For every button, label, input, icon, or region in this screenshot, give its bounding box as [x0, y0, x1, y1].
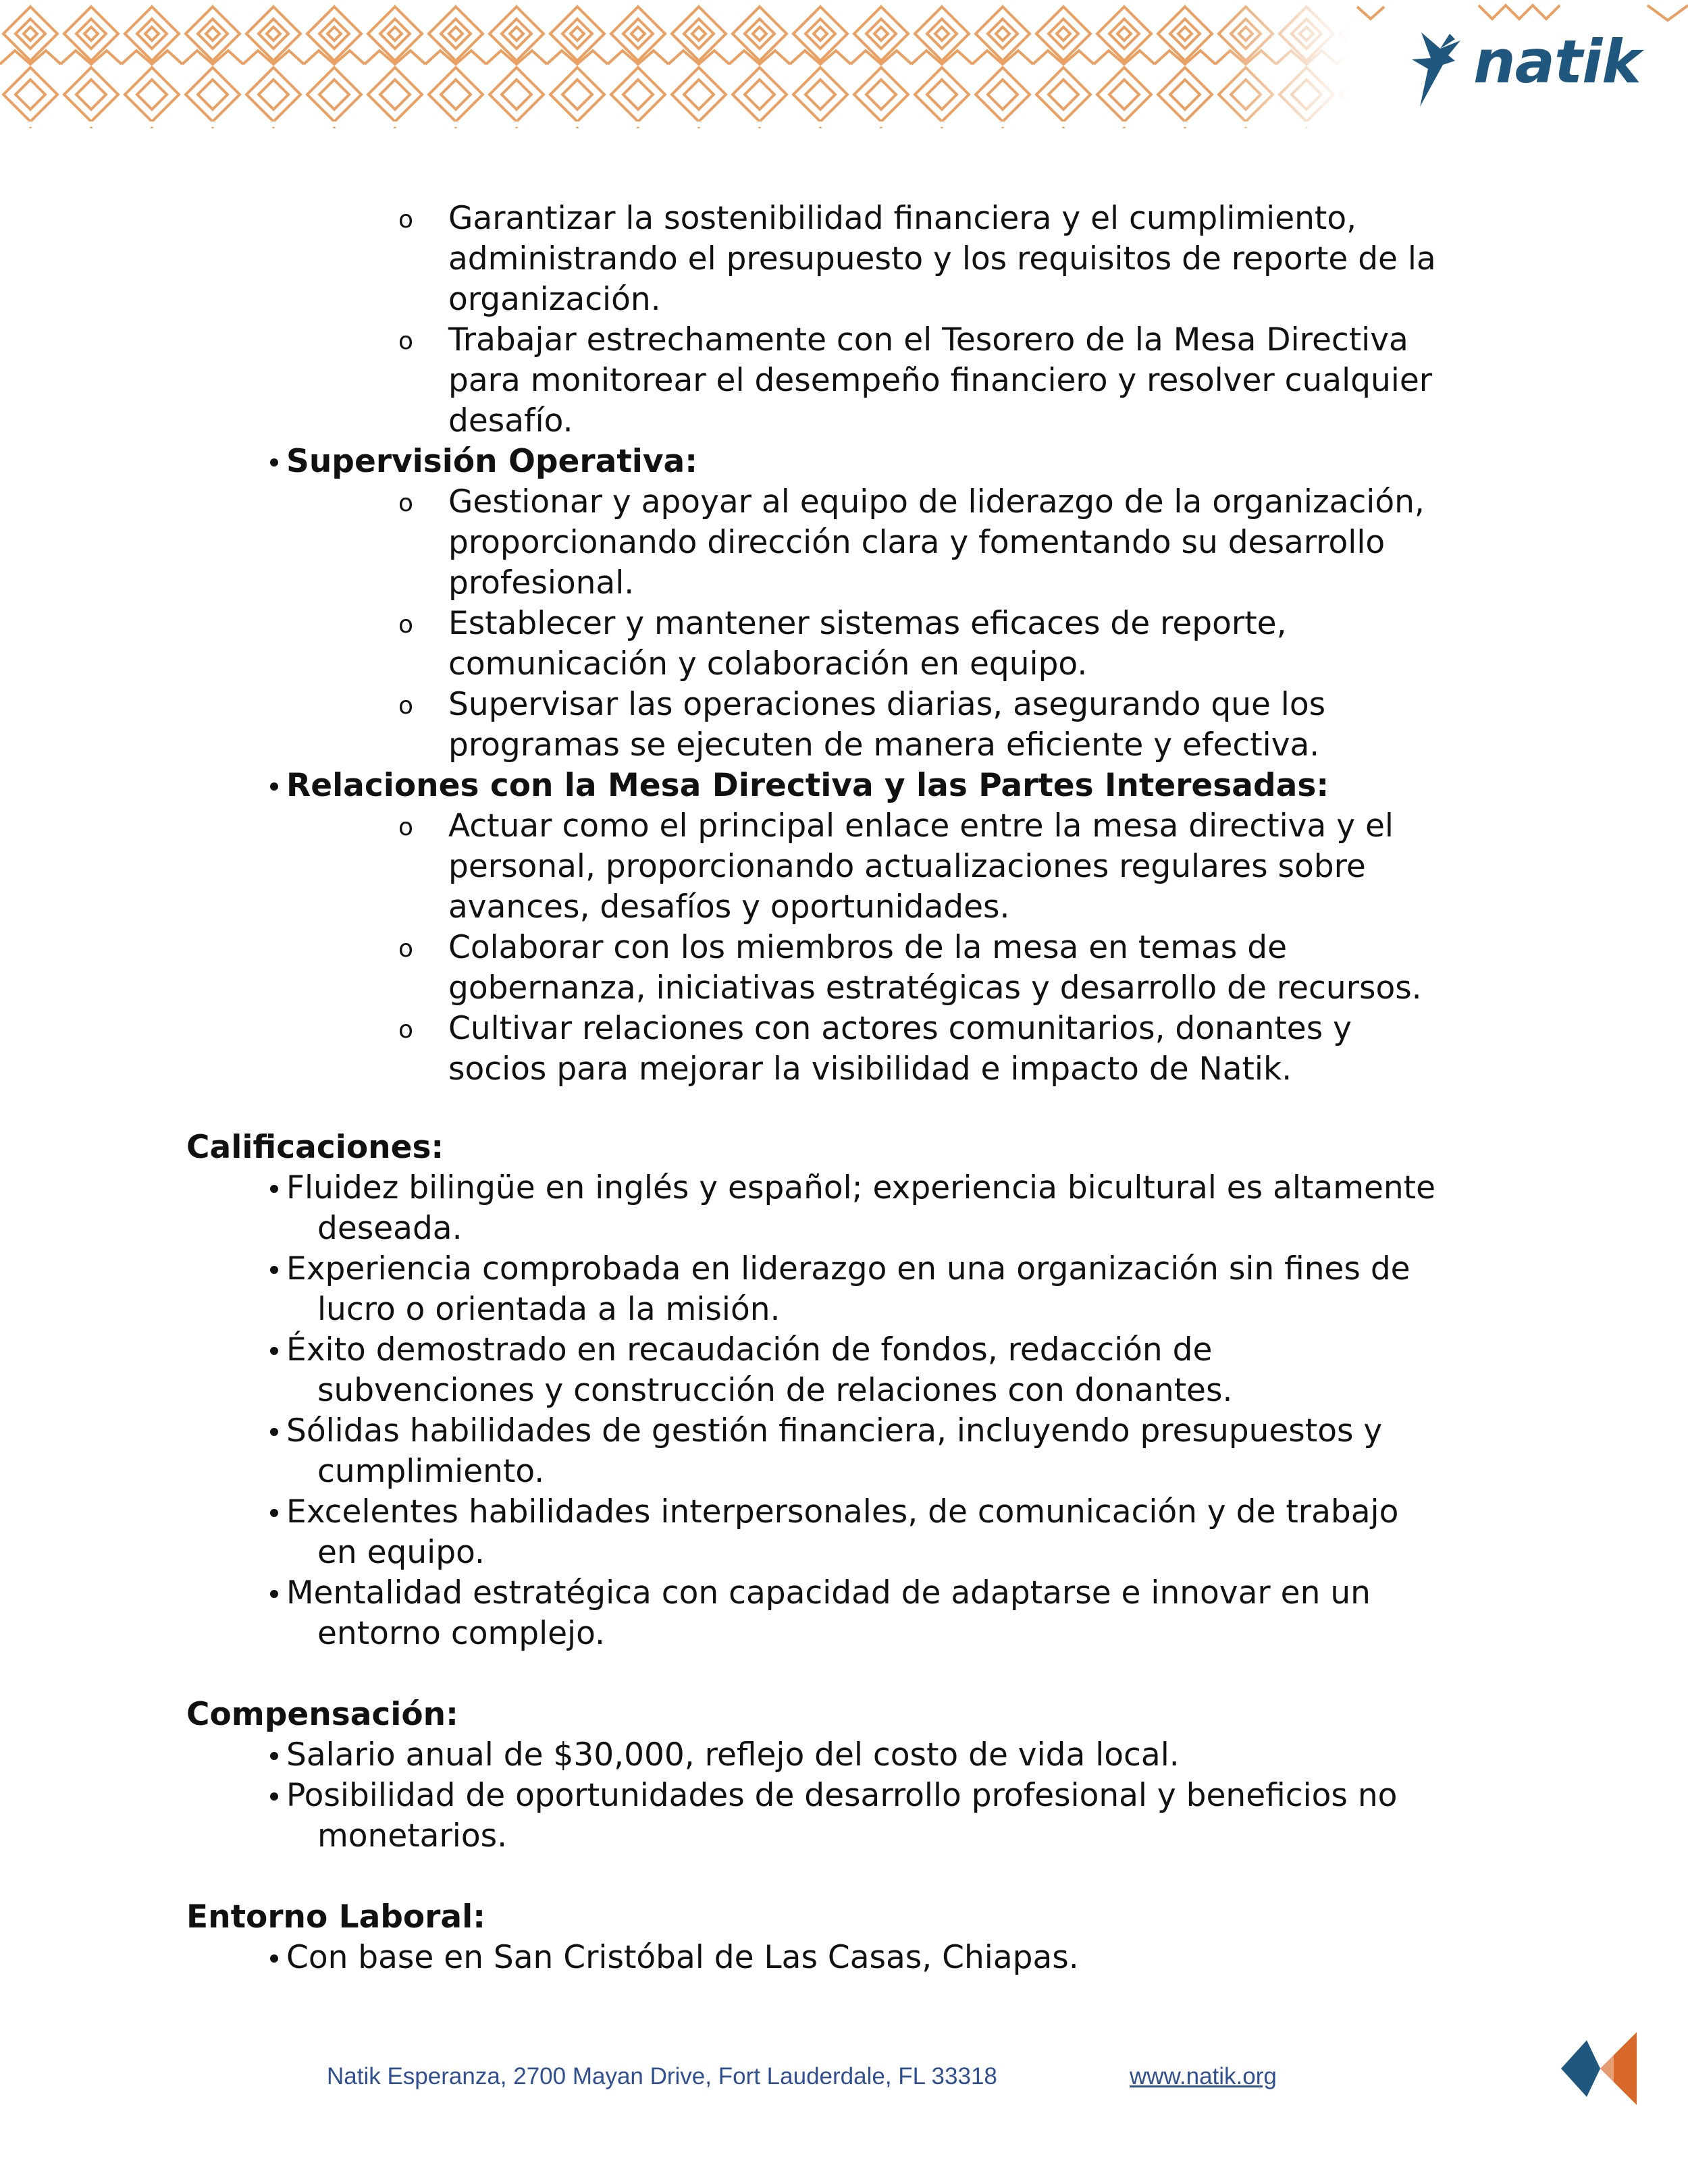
environment-1-line-1: Con base en San Cristóbal de Las Casas, Chiapas.	[286, 1939, 1079, 1976]
bullet-icon	[270, 1185, 278, 1193]
natik-mark-icon	[1561, 2027, 1642, 2110]
operational-item-2-line-1: Establecer y mantener sistemas eficaces de reporte,	[448, 605, 1287, 642]
sub-bullet-icon: o	[398, 1016, 414, 1044]
sub-bullet-icon: o	[398, 692, 414, 720]
natik-logo	[1408, 20, 1641, 108]
bullet-icon	[270, 1509, 278, 1517]
logo-wordmark: natik	[1473, 27, 1641, 97]
finance-item-2-line-3: desafío.	[448, 402, 573, 440]
compensation-heading: Compensación:	[186, 1696, 458, 1733]
compensation-2-line-2: monetarios.	[317, 1817, 508, 1855]
qualification-2-line-1: Experiencia comprobada en liderazgo en una organización sin fines de	[286, 1250, 1410, 1287]
bullet-icon	[270, 1590, 278, 1598]
bullet-icon	[270, 1752, 278, 1760]
operational-item-3-line-2: programas se ejecuten de manera eficiente y efectiva.	[448, 726, 1320, 764]
finance-item-2-line-1: Trabajar estrechamente con el Tesorero de la Mesa Directiva	[448, 321, 1408, 358]
qualification-5-line-2: en equipo.	[317, 1534, 485, 1571]
finance-item-1-line-2: administrando el presupuesto y los requisitos de reporte de la	[448, 240, 1436, 277]
operational-item-2-line-2: comunicación y colaboración en equipo.	[448, 645, 1088, 683]
qualification-1-line-1: Fluidez bilingüe en inglés y español; experiencia bicultural es altamente	[286, 1169, 1436, 1206]
qualification-1-line-2: deseada.	[317, 1210, 463, 1247]
bullet-icon	[270, 1266, 278, 1274]
qualification-3-line-2: subvenciones y construcción de relaciones con donantes.	[317, 1372, 1233, 1409]
board-item-3-line-2: socios para mejorar la visibilidad e impacto de Natik.	[448, 1050, 1292, 1088]
board-item-3-line-1: Cultivar relaciones con actores comunitarios, donantes y	[448, 1010, 1352, 1047]
qualifications-heading: Calificaciones:	[186, 1129, 444, 1166]
board-item-1-line-1: Actuar como el principal enlace entre la mesa directiva y el	[448, 807, 1394, 845]
sub-bullet-icon: o	[398, 611, 414, 639]
finance-item-1-line-1: Garantizar la sostenibilidad financiera y el cumplimiento,	[448, 200, 1357, 237]
bullet-icon	[270, 782, 278, 791]
board-item-1-line-2: personal, proporcionando actualizaciones regulares sobre	[448, 848, 1366, 885]
bullet-icon	[270, 458, 278, 467]
sub-bullet-icon: o	[398, 206, 414, 234]
footer-website-link[interactable]: www.natik.org	[1130, 2063, 1277, 2089]
qualification-6-line-1: Mentalidad estratégica con capacidad de adaptarse e innovar en un	[286, 1574, 1371, 1612]
compensation-2-line-1: Posibilidad de oportunidades de desarrollo profesional y beneficios no	[286, 1777, 1398, 1814]
operational-item-3-line-1: Supervisar las operaciones diarias, asegurando que los	[448, 686, 1326, 723]
bullet-icon	[270, 1428, 278, 1436]
sub-bullet-icon: o	[398, 489, 414, 517]
bullet-icon	[270, 1954, 278, 1963]
environment-heading: Entorno Laboral:	[186, 1898, 486, 1936]
board-item-2-line-2: gobernanza, iniciativas estratégicas y desarrollo de recursos.	[448, 969, 1422, 1007]
qualification-4-line-1: Sólidas habilidades de gestión financiera, incluyendo presupuestos y	[286, 1412, 1383, 1449]
bullet-icon	[270, 1347, 278, 1355]
hummingbird-icon	[1408, 20, 1482, 108]
qualification-6-line-2: entorno complejo.	[317, 1615, 605, 1652]
qualification-4-line-2: cumplimiento.	[317, 1453, 545, 1490]
operational-item-1-line-3: profesional.	[448, 564, 635, 602]
finance-item-1-line-3: organización.	[448, 281, 661, 318]
board-item-1-line-3: avances, desafíos y oportunidades.	[448, 888, 1010, 926]
qualification-5-line-1: Excelentes habilidades interpersonales, de comunicación y de trabajo	[286, 1493, 1399, 1530]
sub-bullet-icon: o	[398, 814, 414, 841]
board-item-2-line-1: Colaborar con los miembros de la mesa en temas de	[448, 929, 1287, 966]
finance-item-2-line-2: para monitorear el desempeño financiero y resolver cualquier	[448, 362, 1433, 399]
operational-item-1-line-1: Gestionar y apoyar al equipo de liderazgo de la organización,	[448, 483, 1425, 521]
compensation-1-line-1: Salario anual de $30,000, reflejo del costo de vida local.	[286, 1736, 1180, 1774]
operational-heading: Supervisión Operativa:	[286, 443, 698, 480]
board-heading: Relaciones con la Mesa Directiva y las Partes Interesadas:	[286, 767, 1329, 804]
operational-item-1-line-2: proporcionando dirección clara y fomentando su desarrollo	[448, 524, 1386, 561]
bullet-icon	[270, 1792, 278, 1801]
qualification-2-line-2: lucro o orientada a la misión.	[317, 1291, 781, 1328]
qualification-3-line-1: Éxito demostrado en recaudación de fondos, redacción de	[286, 1331, 1213, 1368]
sub-bullet-icon: o	[398, 935, 414, 963]
sub-bullet-icon: o	[398, 327, 414, 355]
footer-address: Natik Esperanza, 2700 Mayan Drive, Fort Lauderdale, FL 33318	[327, 2063, 997, 2089]
